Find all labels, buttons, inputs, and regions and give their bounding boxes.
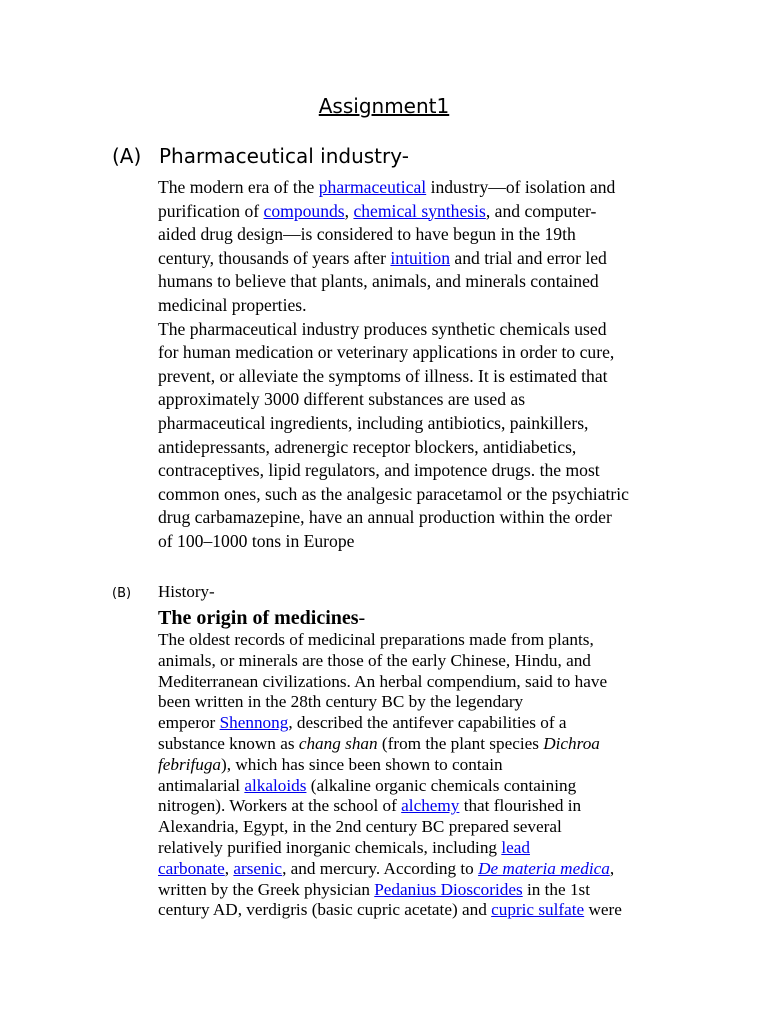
link-arsenic[interactable]: arsenic: [233, 858, 283, 878]
text-line: [158, 859, 698, 880]
text-line: contraceptives, lipid regulators, and impotence drugs. the most: [158, 460, 600, 481]
italic-text: chang shan: [298, 733, 378, 753]
text: , and mercury. According to: [282, 858, 479, 878]
text-line: [158, 880, 698, 901]
italic-text: Dichroa: [543, 733, 600, 753]
text-line: approximately 3000 different substances are used as: [158, 389, 526, 410]
text-line: [158, 838, 698, 859]
text-line: Alexandria, Egypt, in the 2nd century BC prepared several: [158, 817, 562, 837]
section-a-label: (A): [112, 144, 142, 168]
link-intuition[interactable]: intuition: [390, 247, 451, 268]
text: The modern era of the: [158, 177, 319, 197]
text: nitrogen). Workers at the school of: [158, 796, 402, 816]
text-line: [158, 796, 698, 817]
link-shennong[interactable]: Shennong: [219, 713, 289, 733]
text: and trial and error led: [450, 247, 607, 268]
italic-text: febrifuga: [158, 754, 222, 774]
text: century AD, verdigris (basic cupric acetate) and: [158, 900, 492, 920]
text-line: aided drug design—is considered to have begun in the 19th: [158, 224, 576, 245]
link-alchemy[interactable]: alchemy: [401, 796, 460, 816]
text: ,: [609, 858, 615, 878]
text: were: [584, 900, 622, 920]
section-b-label: (B): [112, 586, 132, 601]
text: antimalarial: [158, 775, 245, 795]
link-lead-carbonate[interactable]: lead: [501, 837, 530, 857]
text-line: prevent, or alleviate the symptoms of illness. It is estimated that: [158, 365, 608, 386]
text: industry—of isolation and: [426, 177, 616, 197]
link-chemical-synthesis[interactable]: chemical synthesis: [353, 200, 486, 221]
text-line: The pharmaceutical industry produces synthetic chemicals used: [158, 318, 607, 339]
text: century, thousands of years after: [158, 247, 391, 268]
text-line: humans to believe that plants, animals, and minerals contained: [158, 271, 599, 292]
link-cupric-sulfate[interactable]: cupric sulfate: [491, 900, 585, 920]
text-line: [158, 776, 698, 797]
text: in the 1st: [522, 879, 591, 899]
text-line: common ones, such as the analgesic paracetamol or the psychiatric: [158, 483, 629, 504]
text: relatively purified inorganic chemicals, including: [158, 837, 502, 857]
text: emperor: [158, 713, 220, 733]
text: , and computer-: [485, 200, 597, 221]
text-line: [158, 200, 698, 224]
subheading-dash: -: [358, 607, 366, 629]
text: purification of: [158, 200, 264, 221]
link-compounds[interactable]: compounds: [263, 200, 345, 221]
section-b-heading: [112, 582, 215, 602]
text-line: of 100–1000 tons in Europe: [158, 530, 355, 551]
text-line: animals, or minerals are those of the early Chinese, Hindu, and: [158, 650, 591, 670]
text: , described the antifever capabilities of a: [288, 713, 567, 733]
subheading-text: The origin of medicines: [158, 607, 359, 629]
text: substance known as: [158, 733, 299, 753]
text-line: [158, 755, 698, 776]
link-pharmaceutical[interactable]: pharmaceutical: [318, 177, 427, 197]
italic-link-text: De materia medica: [478, 858, 610, 878]
text-line: The oldest records of medicinal preparations made from plants,: [158, 630, 594, 649]
section-a-heading: [112, 144, 409, 168]
document-title: Assignment1: [318, 94, 450, 118]
text: written by the Greek physician: [158, 879, 375, 899]
subheading: [158, 607, 365, 630]
section-a-body: [158, 176, 698, 554]
text-line: antidepressants, adrenergic receptor blockers, antidiabetics,: [158, 436, 577, 457]
text-line: Mediterranean civilizations. An herbal compendium, said to have: [158, 671, 608, 691]
link-lead-carbonate[interactable]: carbonate: [158, 858, 225, 878]
text-line: [158, 900, 698, 921]
text-line: medicinal properties.: [158, 294, 307, 315]
section-b-title: History-: [158, 582, 215, 601]
link-alkaloids[interactable]: alkaloids: [244, 775, 307, 795]
text-line: [158, 713, 698, 734]
text: (alkaline organic chemicals containing: [306, 775, 577, 795]
text: that flourished in: [459, 796, 582, 816]
text: (from the plant species: [377, 733, 544, 753]
text: ), which has since been shown to contain: [221, 754, 503, 774]
text-line: for human medication or veterinary applications in order to cure,: [158, 342, 615, 363]
link-de-materia-medica[interactable]: [478, 859, 610, 878]
text-line: [158, 247, 698, 271]
text-line: pharmaceutical ingredients, including antibiotics, painkillers,: [158, 412, 589, 433]
text: ,: [224, 858, 234, 878]
section-a-title: Pharmaceutical industry-: [159, 144, 409, 168]
text-line: [158, 176, 698, 200]
text-line: [158, 734, 698, 755]
text: ,: [344, 200, 354, 221]
text-line: been written in the 28th century BC by the legendary: [158, 692, 524, 712]
text-line: drug carbamazepine, have an annual production within the order: [158, 507, 612, 528]
section-b-body: [158, 630, 698, 921]
link-pedanius-dioscorides[interactable]: Pedanius Dioscorides: [374, 879, 523, 899]
